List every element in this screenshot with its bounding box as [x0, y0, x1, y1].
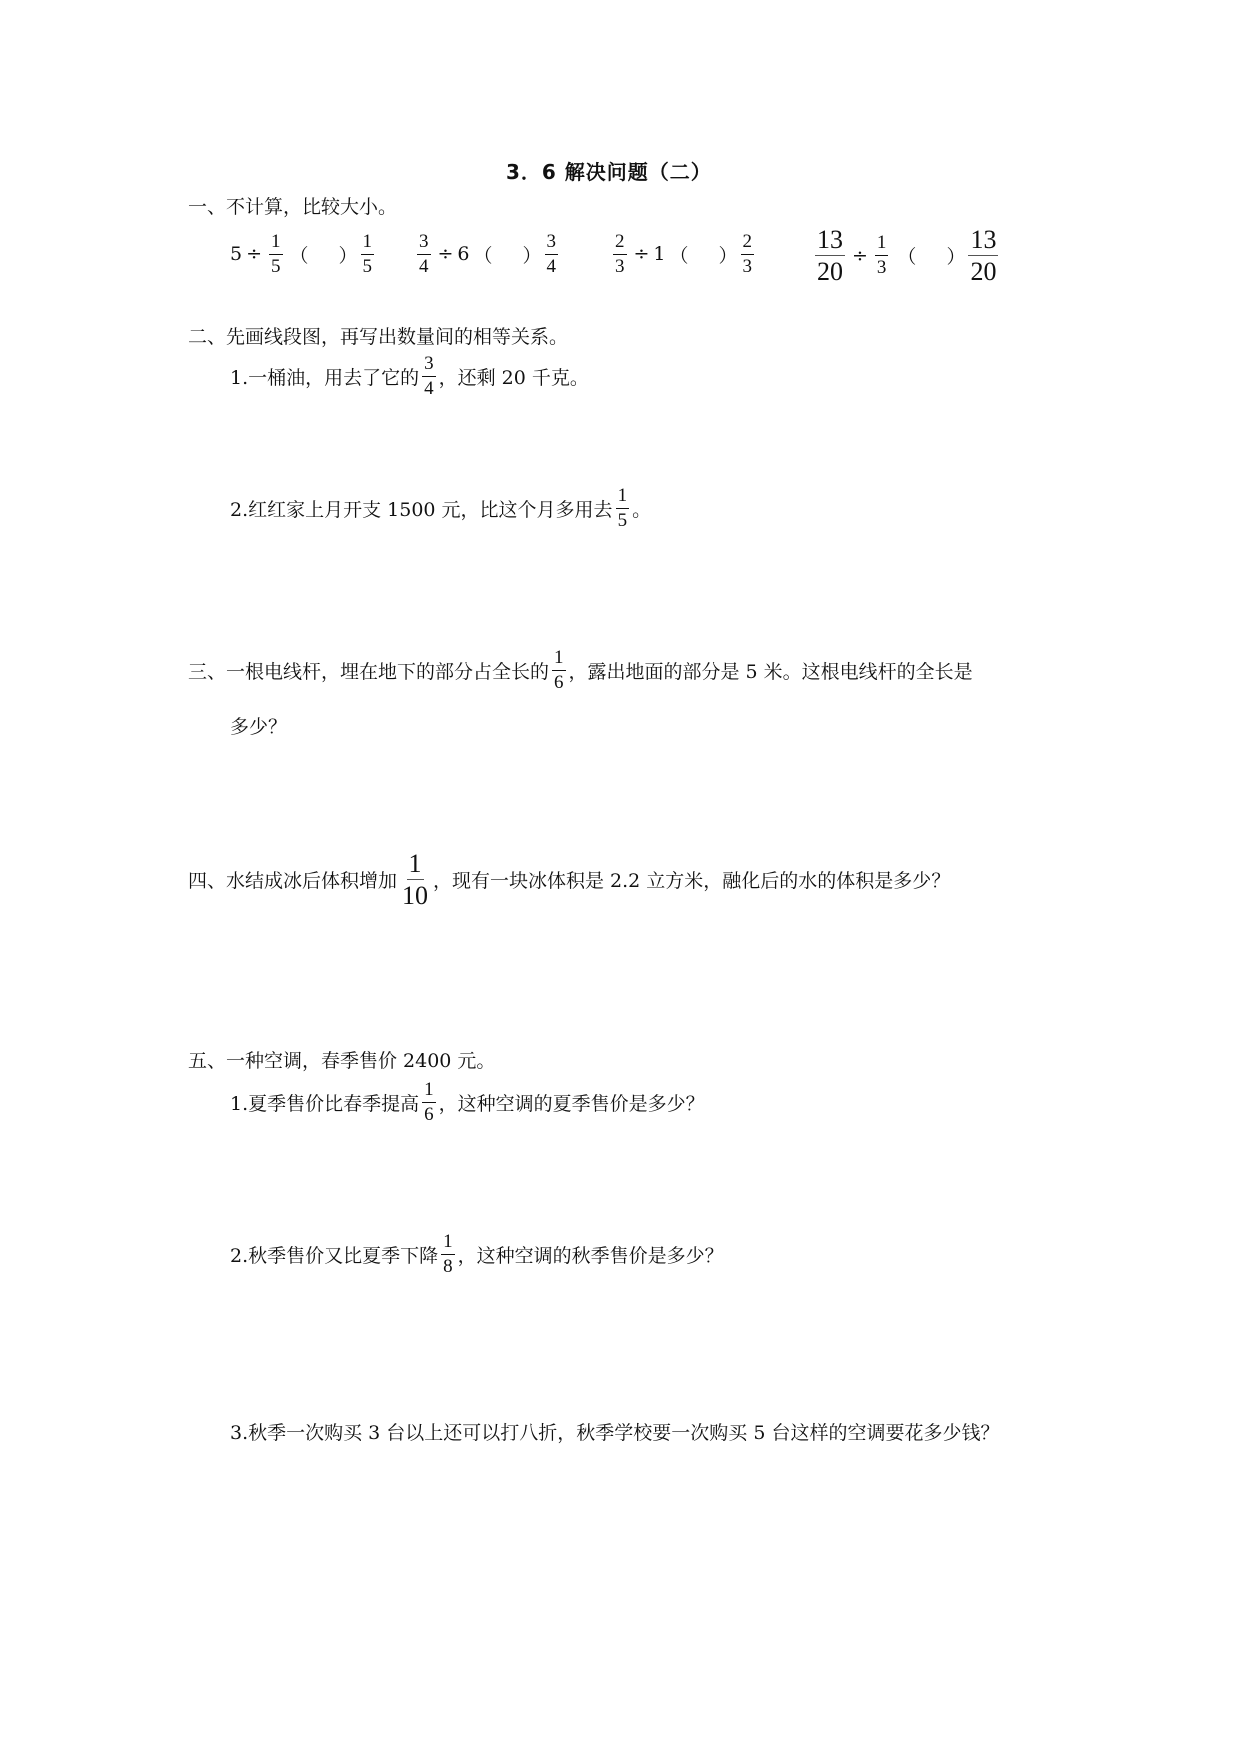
answer-blank[interactable]: （ ） — [669, 244, 738, 267]
fraction: $\frac{2}{3}$ — [742, 231, 753, 277]
section2-question-2 — [230, 486, 651, 531]
section5-question-1 — [230, 1080, 705, 1125]
divide-sign: ÷ — [633, 243, 650, 266]
fraction: $\frac{3}{4}$ — [546, 231, 557, 277]
fraction: $\frac{2}{3}$ — [615, 231, 625, 277]
compare-item-2 — [414, 232, 561, 277]
question-text: 2.红红家上月开支 1500 元，比这个月多用去 — [230, 498, 613, 521]
fraction: $\frac{1}{3}$ — [876, 232, 887, 279]
section3-question — [188, 648, 973, 693]
fraction: $\frac{1}{6}$ — [554, 647, 564, 693]
section2-heading: 二、先画线段图，再写出数量间的相等关系。 — [188, 326, 569, 348]
question-text: 。 — [632, 498, 652, 521]
fraction: $\frac{3}{4}$ — [424, 353, 434, 399]
fraction: $\frac{13}{20}$ — [817, 225, 843, 287]
question-text: ，还剩 20 千克。 — [438, 366, 589, 389]
fraction: $\frac{1}{5}$ — [617, 485, 628, 531]
compare-item-4 — [812, 226, 1001, 286]
operand: 1 — [653, 243, 666, 266]
question-text: 三、一根电线杆，埋在地下的部分占全长的 — [188, 660, 550, 683]
operand: 6 — [457, 243, 470, 266]
answer-blank[interactable]: （ ） — [289, 244, 358, 267]
fraction: $\frac{1}{10}$ — [402, 849, 429, 911]
compare-item-1 — [230, 232, 377, 277]
fraction: $\frac{3}{4}$ — [419, 231, 429, 277]
answer-blank[interactable]: （ ） — [473, 244, 542, 267]
section3-question-line2: 多少？ — [230, 716, 288, 738]
fraction: $\frac{1}{6}$ — [424, 1079, 434, 1125]
question-text: ，露出地面的部分是 5 米。这根电线杆的全长是 — [568, 660, 973, 683]
fraction: $\frac{1}{5}$ — [362, 231, 373, 277]
section4-question — [188, 850, 950, 910]
answer-blank[interactable]: （ ） — [897, 246, 966, 269]
section1-heading: 一、不计算，比较大小。 — [188, 196, 398, 218]
question-text: ，这种空调的秋季售价是多少？ — [457, 1244, 724, 1267]
operand: 5 — [230, 243, 243, 266]
divide-sign: ÷ — [852, 244, 868, 267]
question-text: 1.夏季售价比春季提高 — [230, 1092, 420, 1115]
question-text: ，这种空调的夏季售价是多少？ — [438, 1092, 705, 1115]
section5-question-2 — [230, 1232, 724, 1277]
question-text: ，现有一块冰体积是 2.2 立方米，融化后的水的体积是多少？ — [433, 870, 951, 893]
divide-sign: ÷ — [437, 243, 454, 266]
fraction: $\frac{1}{5}$ — [271, 231, 281, 277]
question-text: 1.一桶油，用去了它的 — [230, 366, 420, 389]
divide-sign: ÷ — [246, 243, 263, 266]
compare-item-3 — [610, 232, 757, 277]
question-text: 2.秋季售价又比夏季下降 — [230, 1244, 439, 1267]
section2-question-1 — [230, 354, 589, 399]
question-text: 四、水结成冰后体积增加 — [188, 870, 398, 893]
fraction: $\frac{1}{8}$ — [443, 1231, 453, 1277]
fraction: $\frac{13}{20}$ — [970, 225, 997, 287]
page-title: 3．6 解决问题（二） — [506, 160, 712, 184]
section5-heading: 五、一种空调，春季售价 2400 元。 — [188, 1050, 496, 1072]
section5-question-3: 3.秋季一次购买 3 台以上还可以打八折，秋季学校要一次购买 5 台这样的空调要花多少钱？ — [230, 1422, 1000, 1444]
